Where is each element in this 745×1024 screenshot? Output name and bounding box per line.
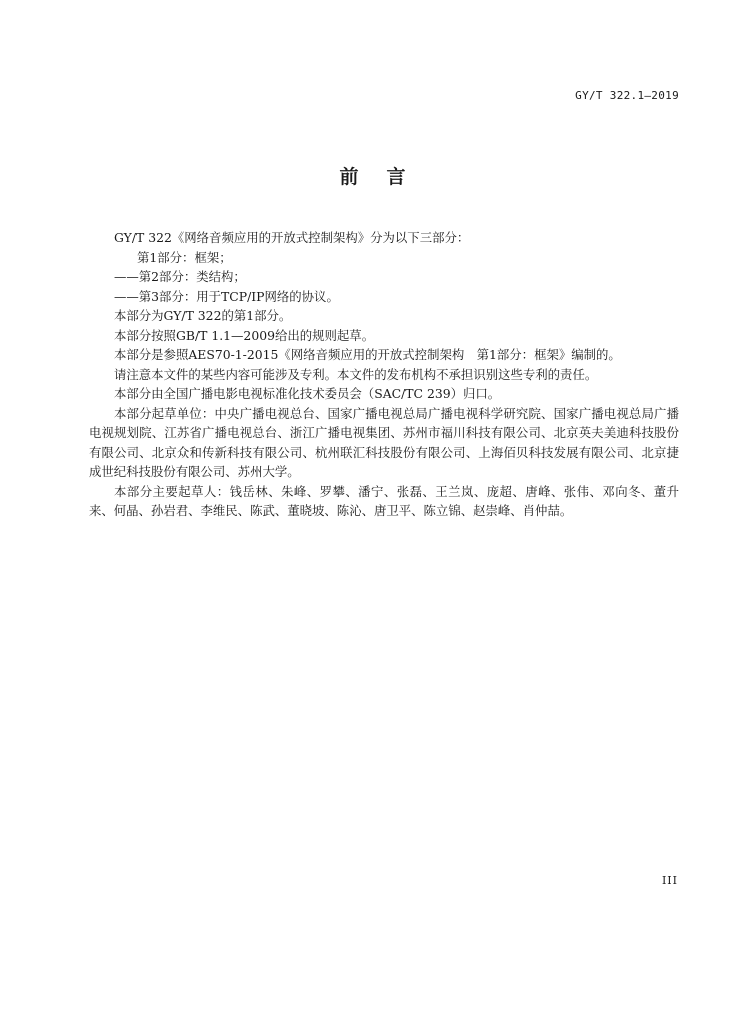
document-code: GY/T 322.1—2019 [575,89,679,102]
foreword-body [89,228,679,521]
paragraph-drafting-units: 本部分起草单位：中央广播电视总台、国家广播电视总局广播电视科学研究院、国家广播电视总局广播电视规划院、江苏省广播电视总台、浙江广播电视集团、苏州市福川科技有限公司、北京英夫美迪科技股份有限公司、北京众和传新科技有限公司、杭州联汇科技股份有限公司、上海佰贝科技发展有限公司、北京捷成世纪科技股份有限公司、苏州大学。 [89,405,679,479]
list-item-part2: ——第2部分：类结构； [114,269,246,284]
paragraph-drafters: 本部分主要起草人：钱岳林、朱峰、罗攀、潘宁、张磊、王兰岚、庞超、唐峰、张伟、邓向冬、董升来、何晶、孙岩君、李维民、陈武、董晓坡、陈沁、唐卫平、陈立锦、赵崇峰、肖仲喆。 [89,483,679,518]
list-item-part1: 第1部分：框架； [137,249,232,265]
paragraph-patent-notice: 请注意本文件的某些内容可能涉及专利。本文件的发布机构不承担识别这些专利的责任。 [114,366,598,382]
paragraph-committee: 本部分由全国广播电影电视标准化技术委员会（SAC/TC 239）归口。 [114,386,501,401]
paragraph-drafting-rules: 本部分按照GB/T 1.1—2009给出的规则起草。 [114,327,375,343]
paragraph-parts-intro: GY/T 322《网络音频应用的开放式控制架构》分为以下三部分： [114,230,470,245]
paragraph-part-statement: 本部分为GY/T 322的第1部分。 [114,308,292,323]
page-number: III [661,874,678,887]
list-item-part3: ——第3部分：用于TCP/IP网络的协议。 [114,288,339,304]
paragraph-reference: 本部分是参照AES70-1-2015《网络音频应用的开放式控制架构 第1部分：框架》编制的。 [114,347,621,362]
section-title: 前言 [339,166,434,188]
